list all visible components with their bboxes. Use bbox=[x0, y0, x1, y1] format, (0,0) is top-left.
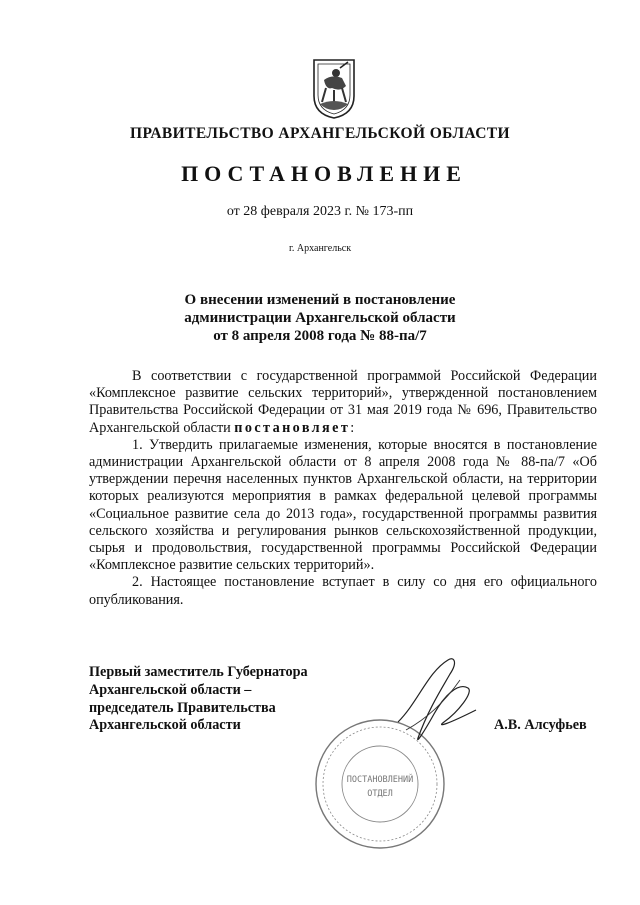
preamble-paragraph bbox=[89, 368, 597, 437]
item-1-paragraph: 1. Утвердить прилагаемые изменения, которые вносятся в постановление администрации Архангельской области от 8 апреля 2008 года № 88-па/7 «Об утверждении перечня населенных пунктов Архангельской области, на территории которых реализуются мероприятия в рамках федеральной целевой программы «Социальное развитие села до 2013 года», государственной программы развития сельского хозяйства и регулирования рынков сельскохозяйственной продукции, сырья и продовольствия, государственной программы Российской Федерации «Комплексное развитие сельских территорий». bbox=[89, 436, 597, 574]
document-subject bbox=[0, 291, 640, 345]
signer-position-line: председатель Правительства bbox=[89, 699, 276, 716]
stamp-text-line: ПОСТАНОВЛЕНИЙ bbox=[346, 775, 414, 785]
preamble-text: В соответствии с государственной программой Российской Федерации «Комплексное развитие сельских территорий», утвержденной постановлением Правительства Российской Федерации от 31 мая 2019 года № 696, Правительство Архангельской области bbox=[89, 368, 597, 436]
handwritten-signature bbox=[388, 652, 480, 744]
document-body bbox=[89, 368, 597, 609]
document-type-title: ПОСТАНОВЛЕНИЕ bbox=[181, 161, 467, 186]
stamp-text-line: ОТДЕЛ bbox=[367, 789, 393, 799]
signer-position bbox=[89, 664, 308, 735]
signer-position-line: Первый заместитель Губернатора bbox=[89, 664, 308, 680]
resolves-colon: : bbox=[350, 419, 355, 436]
subject-line: администрации Архангельской области bbox=[184, 310, 456, 326]
item-2-paragraph: 2. Настоящее постановление вступает в силу со дня его официального опубликования. bbox=[89, 574, 597, 608]
signer-name: А.В. Алсуфьев bbox=[494, 717, 587, 733]
document-city: г. Архангельск bbox=[288, 243, 352, 254]
coat-of-arms-icon bbox=[312, 58, 356, 120]
resolves-word: постановляет bbox=[234, 419, 351, 436]
signer-position-line: Архангельской области bbox=[89, 717, 241, 734]
signer-position-line: Архангельской области – bbox=[89, 681, 252, 698]
subject-line: от 8 апреля 2008 года № 88-па/7 bbox=[213, 328, 427, 344]
subject-line: О внесении изменений в постановление bbox=[184, 292, 456, 308]
document-date-number: от 28 февраля 2023 г. № 173-пп bbox=[226, 204, 414, 219]
organization-title: ПРАВИТЕЛЬСТВО АРХАНГЕЛЬСКОЙ ОБЛАСТИ bbox=[129, 125, 510, 142]
